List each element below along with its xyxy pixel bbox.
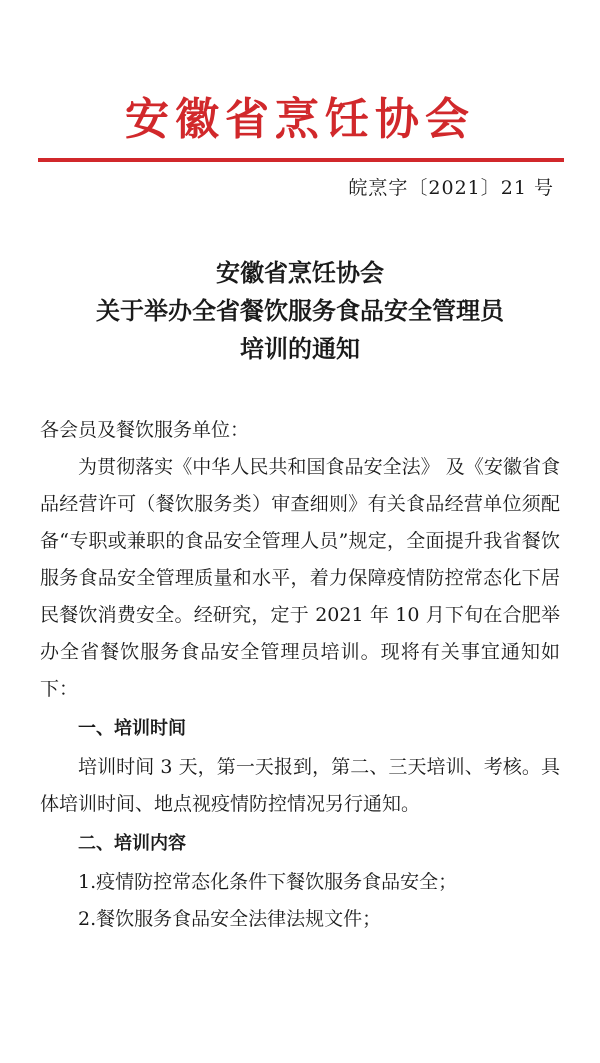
training-time-paragraph: 培训时间 3 天，第一天报到，第二、三天培训、考核。具体培训时间、地点视疫情防控情况另行通知。 (40, 756, 560, 815)
salutation: 各会员及餐饮服务单位： (40, 419, 250, 441)
title-line-2: 关于举办全省餐饮服务食品安全管理员 (96, 297, 504, 325)
title-line-3: 培训的通知 (240, 335, 360, 363)
organization-header: 安徽省烹饪协会 (125, 94, 475, 145)
section-heading-training-time: 一、培训时间 (78, 718, 186, 739)
notice-title (0, 254, 600, 368)
notice-body (40, 412, 560, 938)
content-list-item: 1.疫情防控常态化条件下餐饮服务食品安全； (78, 871, 458, 893)
intro-paragraph: 为贯彻落实《中华人民共和国食品安全法》 及《安徽省食品经营许可（餐饮服务类）审查细则》有关食品经营单位须配备“专职或兼职的食品安全管理人员”规定，全面提升我省餐饮服务食品安全管理质量和水平，着力保障疫情防控常态化下居民餐饮消费安全。经研究，定于 2021 年 10 月下旬在合肥举办全省餐饮服务食品安全管理员培训。现将有关事宜通知如下： (40, 456, 560, 700)
red-divider-rule (38, 158, 564, 162)
document-number: 皖烹字〔2021〕21 号 (348, 177, 554, 199)
section-heading-training-content: 二、培训内容 (78, 833, 186, 854)
title-line-1: 安徽省烹饪协会 (216, 259, 384, 287)
content-list-item: 2.餐饮服务食品安全法律法规文件； (78, 908, 382, 930)
